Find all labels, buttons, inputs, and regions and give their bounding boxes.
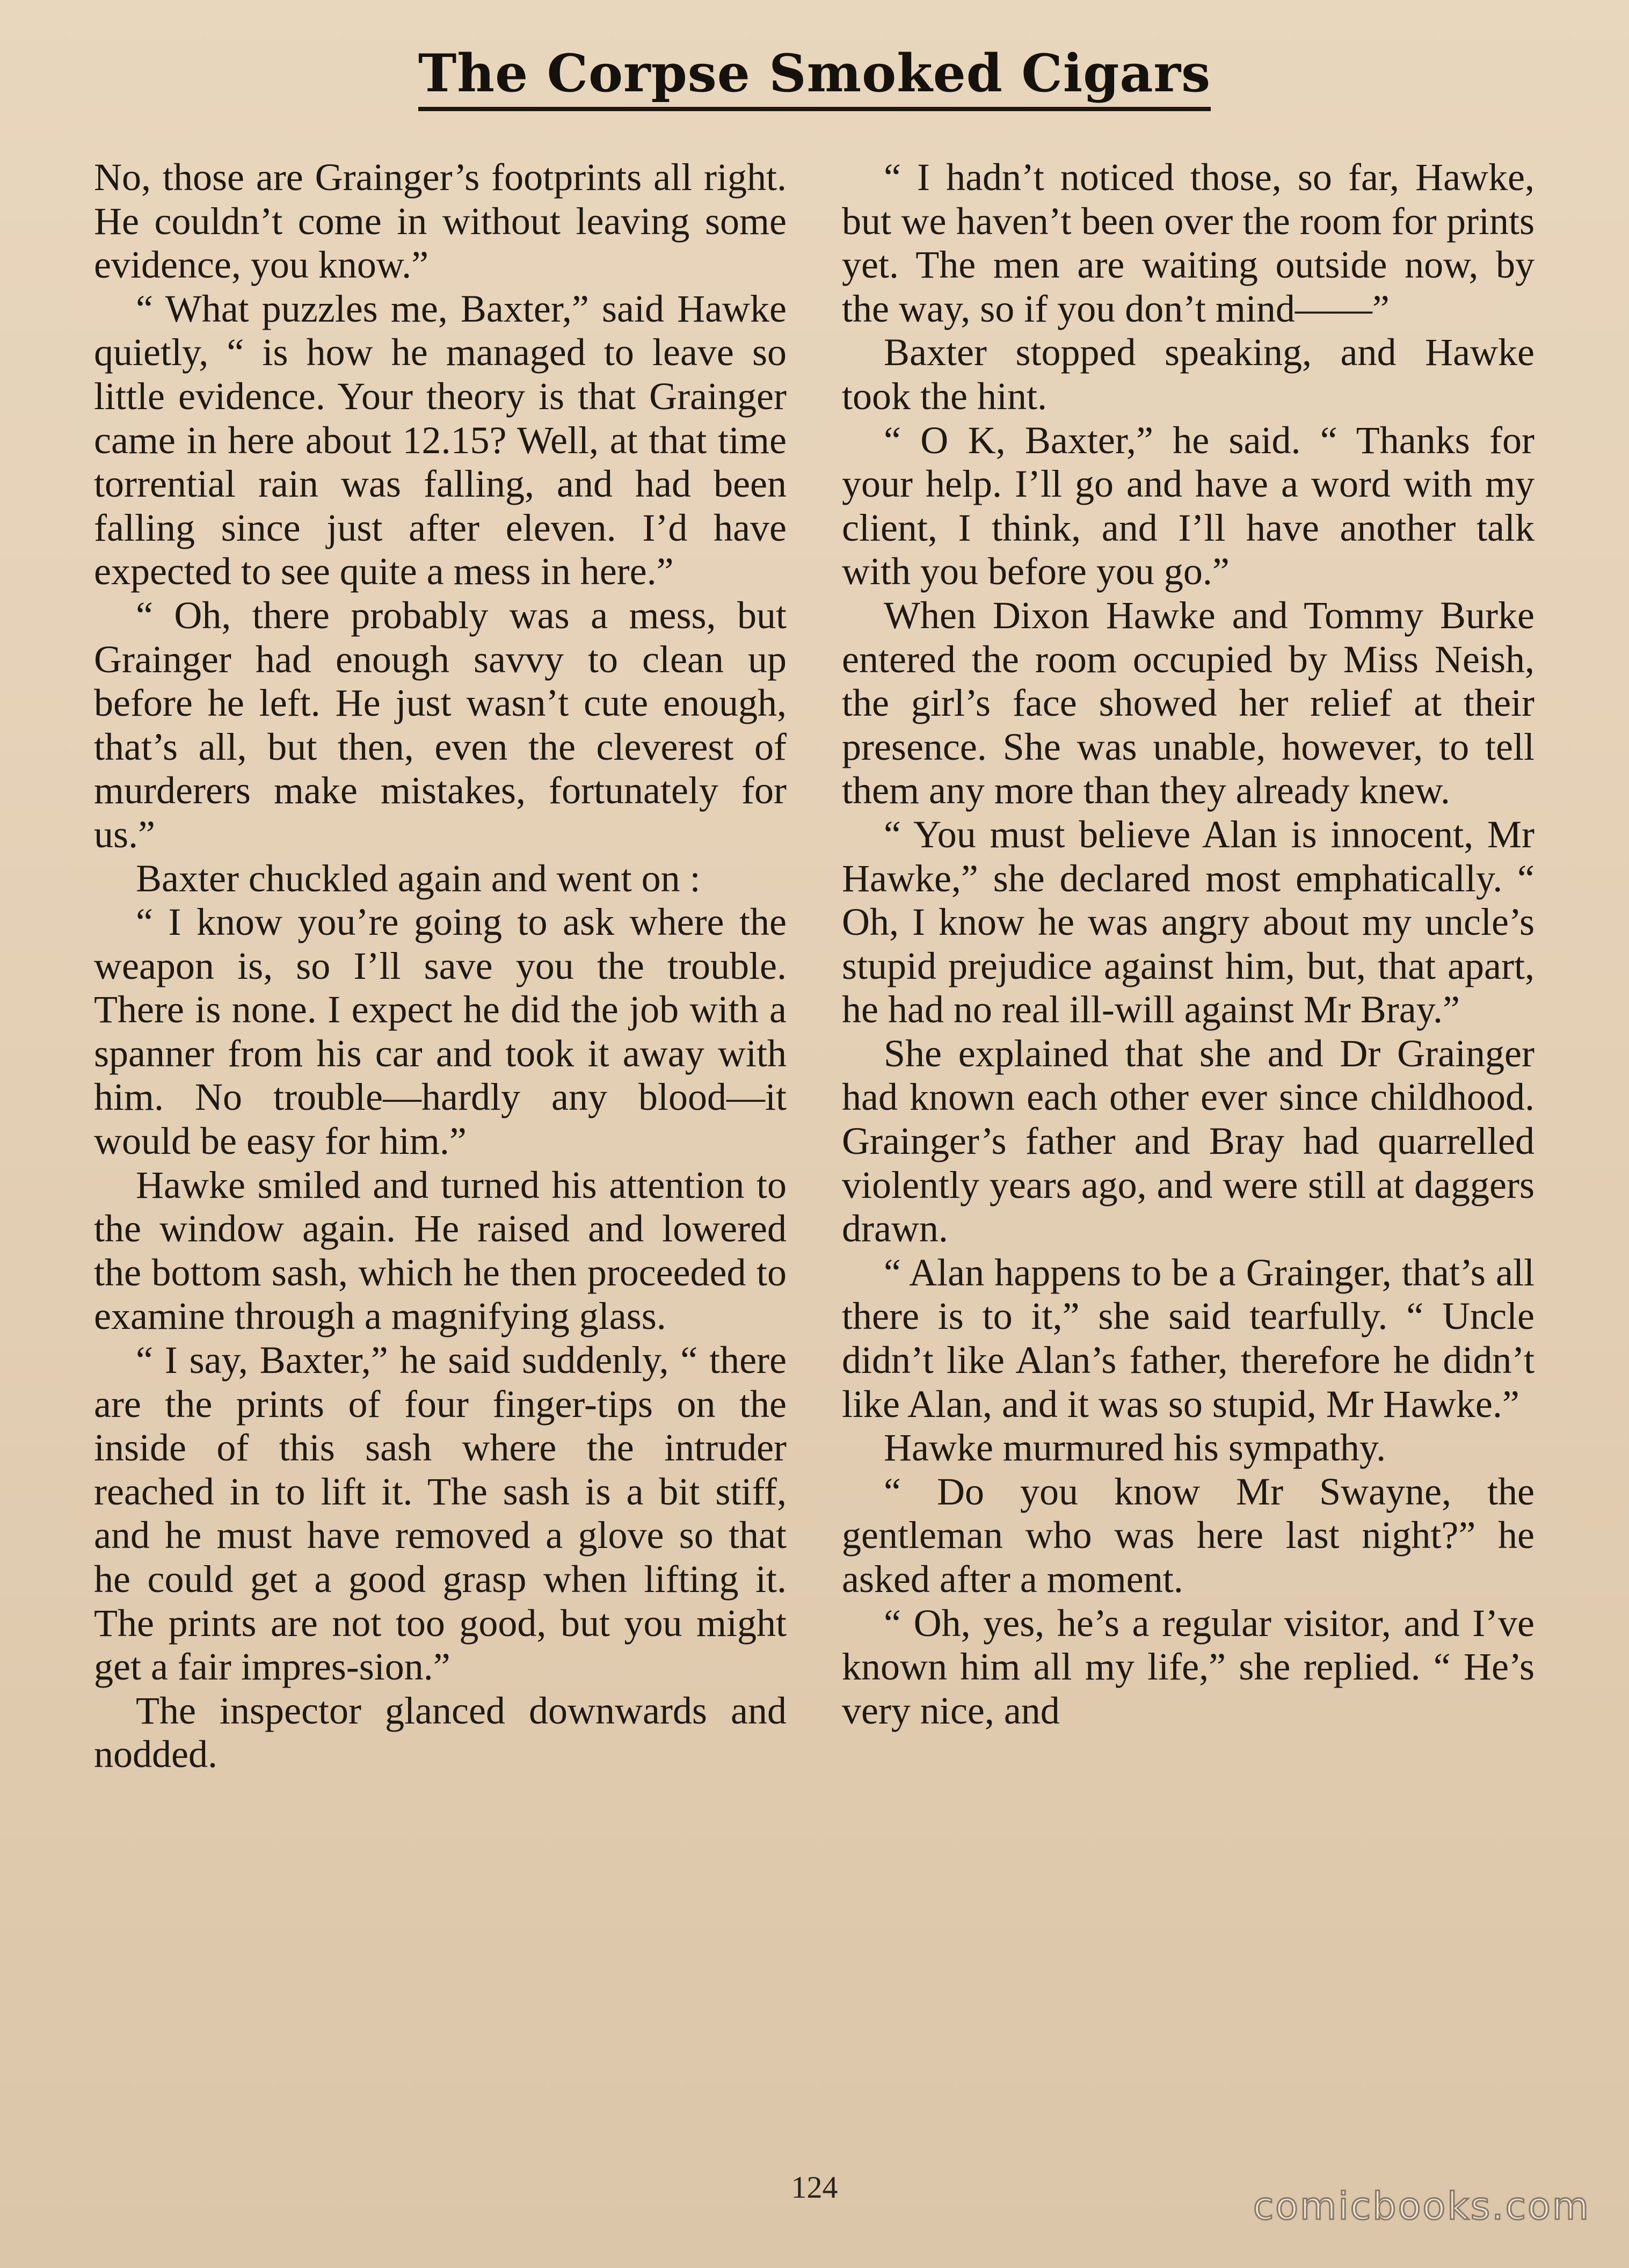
paragraph: She explained that she and Dr Grainger had known each other ever since childhood. Grainger’s father and Bray had quarrelled violently years ago, and were still at daggers drawn. — [842, 1031, 1535, 1251]
page-number: 124 — [791, 2170, 838, 2205]
paragraph: The inspector glanced downwards and nodded. — [94, 1689, 787, 1776]
paragraph: When Dixon Hawke and Tommy Burke entered the room occupied by Miss Neish, the girl’s face showed her relief at their presence. She was unable, however, to tell them any more than they already knew. — [842, 593, 1535, 812]
right-column — [842, 156, 1535, 1733]
paragraph: Hawke smiled and turned his attention to the window again. He raised and lowered the bottom sash, which he then proceeded to examine through a magnifying glass. — [94, 1163, 787, 1338]
paragraph: “ You must believe Alan is innocent, Mr Hawke,” she declared most emphatically. “ Oh, I know he was angry about my uncle’s stupid prejudice against him, but, that apart, he had no real ill-will against Mr Bray.” — [842, 812, 1535, 1031]
paragraph: “ I say, Baxter,” he said suddenly, “ there are the prints of four finger-tips on the inside of this sash where the intruder reached in to lift it. The sash is a bit stiff, and he must have removed a glove so that he could get a good grasp when lifting it. The prints are not too good, but you might get a fair impres-sion.” — [94, 1339, 787, 1689]
paragraph: “ I hadn’t noticed those, so far, Hawke, but we haven’t been over the room for prints yet. The men are waiting outside now, by the way, so if you don’t mind——” — [842, 156, 1535, 330]
paragraph: Baxter chuckled again and went on : — [136, 856, 701, 900]
paragraph: Baxter stopped speaking, and Hawke took the hint. — [842, 331, 1535, 418]
left-column — [94, 156, 787, 1777]
paragraph: “ Do you know Mr Swayne, the gentleman who was here last night?” he asked after a moment. — [842, 1470, 1535, 1601]
story-title: The Corpse Smoked Cigars — [418, 43, 1211, 111]
paragraph: “ Oh, there probably was a mess, but Grainger had enough savvy to clean up before he left. He just wasn’t cute enough, that’s all, but then, even the cleverest of murderers make mistakes, fortunately for us.” — [94, 593, 787, 856]
paragraph: “ Oh, yes, he’s a regular visitor, and I’ve known him all my life,” she replied. “ He’s very nice, and — [842, 1601, 1535, 1732]
watermark: comicbooks.com — [1253, 2184, 1590, 2228]
paragraph: “ I know you’re going to ask where the weapon is, so I’ll save you the trouble. There is none. I expect he did the job with a spanner from his car and took it away with him. No trouble—hardly any blood—it would be easy for him.” — [94, 900, 787, 1163]
paragraph: No, those are Grainger’s footprints all right. He couldn’t come in without leaving some evidence, you know.” — [94, 156, 787, 287]
paragraph: “ Alan happens to be a Grainger, that’s all there is to it,” she said tearfully. “ Uncle didn’t like Alan’s father, therefore he didn’t like Alan, and it was so stupid, Mr Hawke.” — [842, 1251, 1535, 1426]
paragraph: “ What puzzles me, Baxter,” said Hawke quietly, “ is how he managed to leave so little evidence. Your theory is that Grainger came in here about 12.15? Well, at that time torrential rain was falling, and had been falling since just after eleven. I’d have expected to see quite a mess in here.” — [94, 287, 787, 593]
paragraph: “ O K, Baxter,” he said. “ Thanks for your help. I’ll go and have a word with my client, I think, and I’ll have another talk with you before you go.” — [842, 418, 1535, 593]
paragraph: Hawke murmured his sympathy. — [884, 1426, 1386, 1470]
page-header — [0, 43, 1629, 111]
